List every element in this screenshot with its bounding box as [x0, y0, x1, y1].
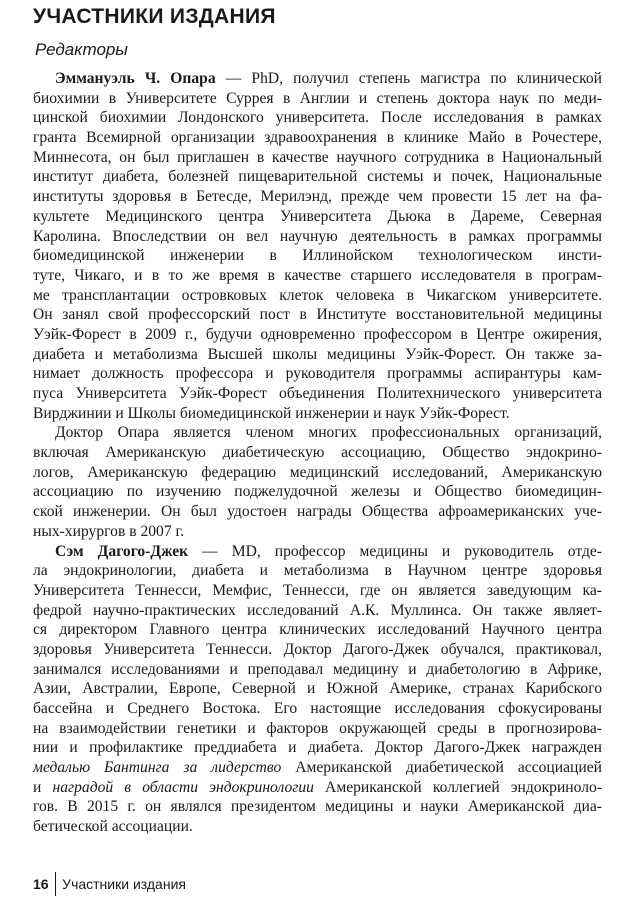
text-line: [33, 108, 602, 128]
text-line: [33, 207, 602, 227]
text-line: [33, 305, 602, 325]
text-line: [33, 69, 602, 89]
text-run: биохимии в Университете Суррея в Англии и степень доктора наук по меди-: [33, 89, 602, 107]
text-line: [33, 522, 602, 542]
section-heading: УЧАСТНИКИ ИЗДАНИЯ: [33, 5, 276, 28]
text-run: занимался исследованиями и преподавал медицину и диабетологию в Африке,: [33, 660, 602, 678]
text-run: биомедицинской инженерии в Иллинойском технологическом инсти-: [33, 247, 602, 265]
text-run: Доктор Опара является членом многих профессиональных организаций,: [55, 424, 602, 442]
text-run: ской инженерии. Он был удостоен награды Общества афроамериканских уче-: [33, 503, 602, 521]
text-line: [33, 246, 602, 266]
text-line: [33, 640, 602, 660]
text-run: ассоциацию по изучению поджелудочной железы и Общество биомедицин-: [33, 483, 602, 501]
text-run: включая Американскую диабетическую ассоциацию, Общество эндокрино-: [33, 444, 602, 462]
text-line: [33, 128, 602, 148]
text-line: [33, 482, 602, 502]
text-line: [33, 325, 602, 345]
text-line: [33, 286, 602, 306]
text-run: Американской коллегией эндокриноло-: [313, 778, 603, 796]
text-line: [33, 167, 602, 187]
text-line: [33, 797, 602, 817]
text-run: нимает должность профессора и руководителя программы аспирантуры кам-: [33, 365, 602, 383]
text-run: — PhD, получил степень магистра по клинической: [215, 70, 602, 87]
text-line: [33, 561, 602, 581]
person-name: Сэм Дагого-Джек: [55, 542, 189, 560]
text-line: [33, 89, 602, 109]
text-line: [33, 187, 602, 207]
text-run: институт диабета, болезней пищеварительной системы и почек, Национальные: [33, 168, 602, 186]
text-run: федрой научно-практических исследований А.К. Муллинса. Он также являет-: [33, 601, 602, 619]
text-run: цинской биохимии Лондонского университета. После исследования в рамках: [33, 109, 602, 127]
person-name: Эммануэль Ч. Опара: [55, 70, 216, 87]
text-run: Каролина. Впоследствии он вел научную деятельность в рамках программы: [33, 227, 602, 245]
award-name: медалью Бантинга за лидерство: [33, 759, 282, 777]
text-run: — MD, профессор медицины и руководитель отде-: [188, 542, 602, 560]
text-line: [33, 345, 602, 365]
text-run: логов, Американскую федерацию медицинский исследований, Американскую: [33, 463, 602, 481]
text-run: бетической ассоциации.: [33, 818, 193, 836]
text-line: [33, 502, 602, 522]
text-run: на взаимодействии генетики и факторов окружающей среды в прогнозирова-: [33, 719, 602, 737]
running-title: Участники издания: [62, 876, 186, 892]
text-run: бассейна и Среднего Востока. Его настоящие исследования сфокусированы: [33, 700, 602, 717]
text-run: туте, Чикаго, и в то же время в качестве старшего исследователя в програм-: [33, 266, 602, 284]
text-run: здоровья Университета Теннесси. Доктор Дагого-Джек обучался, практиковал,: [33, 640, 602, 658]
text-run: Азии, Австралии, Европе, Северной и Южной Америке, странах Карибского: [33, 680, 602, 698]
text-line: [33, 620, 602, 640]
page-number: 16: [33, 876, 49, 892]
text-line: [33, 679, 602, 699]
text-run: и: [33, 778, 53, 796]
text-run: ла эндокринологии, диабета и метаболизма в Научном центре здоровья: [33, 562, 602, 580]
text-run: диабета и метаболизма Высшей школы медицины Уэйк-Форест. Он также за-: [33, 345, 602, 363]
text-line: [33, 758, 602, 778]
text-run: культете Медицинского центра Университета Дьюка в Дареме, Северная: [33, 207, 602, 225]
text-line: [33, 581, 602, 601]
text-line: [33, 463, 602, 483]
text-run: гранта Всемирной организации здравоохранения в клинике Майо в Рочестере,: [33, 129, 602, 147]
text-line: [33, 699, 602, 719]
text-run: пуса Университета Уэйк-Форест объединения Политехнического университета: [33, 385, 602, 402]
text-line: [33, 601, 602, 621]
text-run: Уэйк-Форест в 2009 г., будучи одновременно профессором в Центре ожирения,: [33, 325, 602, 343]
subsection-heading: Редакторы: [35, 40, 128, 59]
text-line: [33, 423, 602, 443]
text-run: Он занял свой профессорский пост в Институте восстановительной медицины: [33, 306, 602, 324]
text-line: [33, 542, 602, 562]
text-line: [33, 266, 602, 286]
text-line: [33, 384, 602, 404]
text-line: [33, 738, 602, 758]
page-footer: [33, 872, 186, 896]
text-line: [33, 719, 602, 739]
text-line: [33, 660, 602, 680]
text-run: Американской диабетической ассоциацией: [281, 759, 602, 777]
text-run: нии и профилактике преддиабета и диабета. Доктор Дагого-Джек награжден: [33, 739, 602, 757]
text-run: институты здоровья в Бетесде, Мерилэнд, прежде чем провести 15 лет на фа-: [33, 188, 602, 206]
text-line: [33, 364, 602, 384]
text-line: [33, 227, 602, 247]
text-run: ных-хирургов в 2007 г.: [33, 522, 185, 540]
footer-divider: [55, 872, 57, 896]
text-line: [33, 148, 602, 168]
text-run: ме трансплантации островковых клеток человека в Чикагском университете.: [33, 286, 602, 304]
text-run: Вирджинии и Школы биомедицинской инженерии и наук Уэйк-Форест.: [33, 404, 510, 422]
text-line: [33, 404, 602, 424]
award-name: наградой в области эндокринологии: [52, 778, 314, 796]
text-run: Университета Теннесси, Мемфис, Теннесси, где он является заведующим ка-: [33, 581, 602, 599]
text-run: ся директором Главного центра клинических исследований Научного центра: [33, 621, 602, 639]
text-run: гов. В 2015 г. он являлся президентом медицины и науки Американской диа-: [33, 798, 602, 816]
body-text: [33, 69, 602, 837]
text-line: [33, 778, 602, 798]
text-line: [33, 443, 602, 463]
text-run: Миннесота, он был приглашен в качестве научного сотрудника в Национальный: [33, 148, 602, 166]
text-line: [33, 817, 602, 837]
